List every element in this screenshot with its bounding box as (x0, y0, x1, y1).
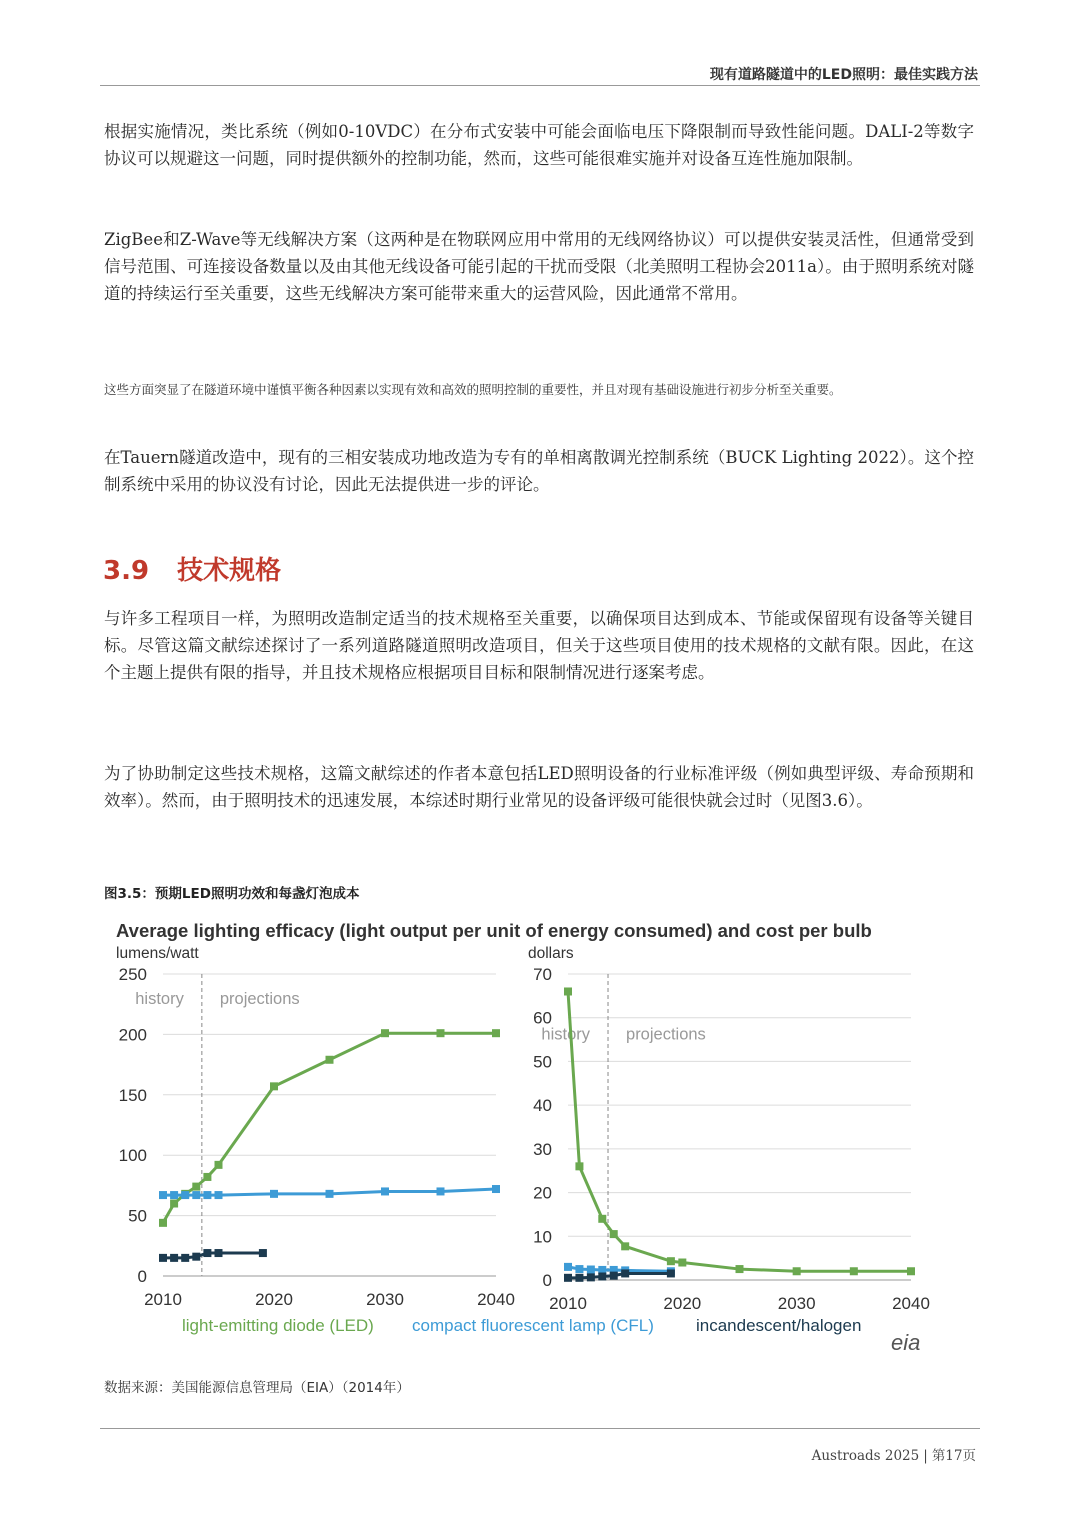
y-tick-label: 70 (533, 965, 552, 984)
data-point-inc (610, 1272, 618, 1280)
y-tick-label: 40 (533, 1096, 552, 1116)
projections-label: projections (626, 1025, 706, 1044)
paragraph-analog-vs-digital: 根据实施情况，类比系统（例如0-10VDC）在分布式安装中可能会面临电压下降限制而导致性能问题。DALI-2等数字协议可以规避这一问题，同时提供额外的控制功能，然而，这些可能很难实施并对设备互连性施加限制。 (104, 122, 974, 168)
data-point-led (564, 987, 572, 995)
data-point-inc (170, 1254, 178, 1262)
figure-source: 数据来源：美国能源信息管理局（EIA）（2014年） (104, 1380, 410, 1396)
series-line-led (568, 991, 911, 1271)
data-point-cfl (170, 1191, 178, 1199)
paragraph-summary-note: 这些方面突显了在隧道环境中谨慎平衡各种因素以实现有效和高效的照明控制的重要性，并且对现有基础设施进行初步分析至关重要。 (104, 382, 842, 397)
data-point-cfl (492, 1185, 500, 1193)
data-point-cfl (203, 1191, 211, 1199)
y-tick-label: 150 (118, 1085, 147, 1105)
data-point-cfl (270, 1190, 278, 1198)
data-point-led (326, 1056, 334, 1064)
x-tick-label: 2030 (777, 1294, 816, 1313)
x-tick-label: 2010 (549, 1294, 587, 1313)
data-point-cfl (381, 1187, 389, 1195)
y-tick-label: 250 (118, 965, 147, 984)
data-point-led (575, 1162, 583, 1170)
data-point-led (667, 1257, 675, 1265)
chart-ylabel: dollars (528, 945, 574, 962)
y-tick-label: 10 (533, 1227, 552, 1247)
y-tick-label: 30 (533, 1139, 552, 1159)
chart-ylabel: lumens/watt (116, 945, 199, 962)
data-point-led (621, 1242, 629, 1250)
data-point-inc (215, 1249, 223, 1257)
paragraph-tauern-tunnel: 在Tauern隧道改造中，现有的三相安装成功地改造为专有的单相离散调光控制系统（BUCK Lighting 2022）。这个控制系统中采用的协议没有讨论，因此无法提供进一步的评论。 (104, 448, 974, 494)
footer-divider (100, 1428, 980, 1429)
page-footer (812, 1444, 976, 1464)
x-tick-label: 2040 (477, 1290, 515, 1309)
data-point-inc (203, 1249, 211, 1257)
data-point-cfl (181, 1191, 189, 1199)
paragraph-specifications: 与许多工程项目一样，为照明改造制定适当的技术规格至关重要，以确保项目达到成本、节能或保留现有设备等关键目标。尽管这篇文献综述探讨了一系列道路隧道照明改造项目，但关于这些项目使用的技术规格的文献有限。因此，在这个主题上提供有限的指导，并且技术规格应根据项目目标和限制情况进行逐案考虑。 (104, 609, 974, 682)
y-tick-label: 50 (128, 1206, 147, 1226)
data-point-led (170, 1200, 178, 1208)
data-point-led (850, 1267, 858, 1275)
series-line-cfl (568, 1267, 671, 1271)
data-point-led (736, 1265, 744, 1273)
data-point-led (610, 1230, 618, 1238)
y-tick-label: 50 (533, 1052, 552, 1072)
data-point-led (203, 1173, 211, 1181)
legend-item-led: light-emitting diode (LED) (182, 1316, 374, 1335)
data-point-cfl (159, 1191, 167, 1199)
y-tick-label: 0 (137, 1267, 147, 1286)
footer-page-number: 第17页 (931, 1448, 976, 1464)
x-tick-label: 2030 (366, 1290, 404, 1309)
section-title: 技术规格 (177, 556, 282, 586)
x-tick-label: 2040 (892, 1294, 930, 1313)
data-point-cfl (215, 1191, 223, 1199)
data-point-cfl (326, 1190, 334, 1198)
data-point-led (192, 1183, 200, 1191)
y-tick-label: 200 (118, 1025, 147, 1045)
data-point-inc (575, 1274, 583, 1282)
data-point-inc (564, 1274, 572, 1282)
data-point-cfl (437, 1187, 445, 1195)
data-point-inc (181, 1254, 189, 1262)
section-heading (103, 550, 281, 587)
data-point-led (381, 1029, 389, 1037)
data-point-cfl (575, 1265, 583, 1273)
history-label: history (135, 990, 184, 1009)
chart-svg (108, 912, 938, 1362)
data-point-inc (667, 1269, 675, 1277)
data-point-cfl (564, 1263, 572, 1271)
legend-item-cfl: compact fluorescent lamp (CFL) (412, 1316, 654, 1335)
figure-caption: 图3.5：预期LED照明功效和每盏灯泡成本 (104, 886, 360, 902)
paragraph-ratings: 为了协助制定这些技术规格，这篇文献综述的作者本意包括LED照明设备的行业标准评级（例如典型评级、寿命预期和效率）。然而，由于照明技术的迅速发展，本综述时期行业常见的设备评级可能很快就会过时（见图3.6）。 (104, 764, 974, 810)
y-tick-label: 60 (533, 1008, 552, 1028)
y-tick-label: 20 (533, 1183, 552, 1203)
y-tick-label: 0 (542, 1271, 552, 1290)
chart-title: Average lighting efficacy (light output per unit of energy consumed) and cost per bulb (116, 920, 872, 941)
data-point-led (159, 1219, 167, 1227)
x-tick-label: 2020 (663, 1294, 702, 1313)
data-point-led (215, 1161, 223, 1169)
projections-label: projections (219, 990, 300, 1009)
data-point-cfl (192, 1191, 200, 1199)
x-tick-label: 2010 (144, 1290, 182, 1309)
eia-logo: eia (891, 1330, 921, 1355)
paragraph-wireless-solutions: ZigBee和Z-Wave等无线解决方案（这两种是在物联网应用中常用的无线网络协议）可以提供安装灵活性，但通常受到信号范围、可连接设备数量以及由其他无线设备可能引起的干扰而受限（北美照明工程协会2011a）。由于照明系统对隧道的持续运行至关重要，这些无线解决方案可能带来重大的运营风险，因此通常不常用。 (104, 230, 974, 303)
data-point-led (598, 1215, 606, 1223)
legend-item-inc: incandescent/halogen (696, 1316, 862, 1335)
data-point-inc (587, 1273, 595, 1281)
data-point-led (492, 1029, 500, 1037)
data-point-inc (192, 1253, 200, 1261)
header-divider (100, 85, 980, 86)
section-number: 3.9 (103, 556, 150, 586)
data-point-inc (259, 1249, 267, 1257)
series-line-inc (568, 1273, 671, 1277)
data-point-inc (598, 1273, 606, 1281)
history-label: history (541, 1025, 591, 1044)
y-tick-label: 100 (118, 1146, 147, 1166)
data-point-led (270, 1082, 278, 1090)
data-point-cfl (587, 1266, 595, 1274)
data-point-inc (621, 1269, 629, 1277)
data-point-led (907, 1267, 915, 1275)
figure-chart (108, 912, 938, 1362)
data-point-led (678, 1259, 686, 1267)
data-point-led (793, 1267, 801, 1275)
footer-publisher: Austroads 2025 (811, 1448, 920, 1464)
data-point-inc (159, 1254, 167, 1262)
footer-separator: | (923, 1448, 928, 1464)
running-header-title: 现有道路隧道中的LED照明：最佳实践方法 (709, 67, 978, 83)
data-point-led (437, 1029, 445, 1037)
x-tick-label: 2020 (255, 1290, 293, 1309)
